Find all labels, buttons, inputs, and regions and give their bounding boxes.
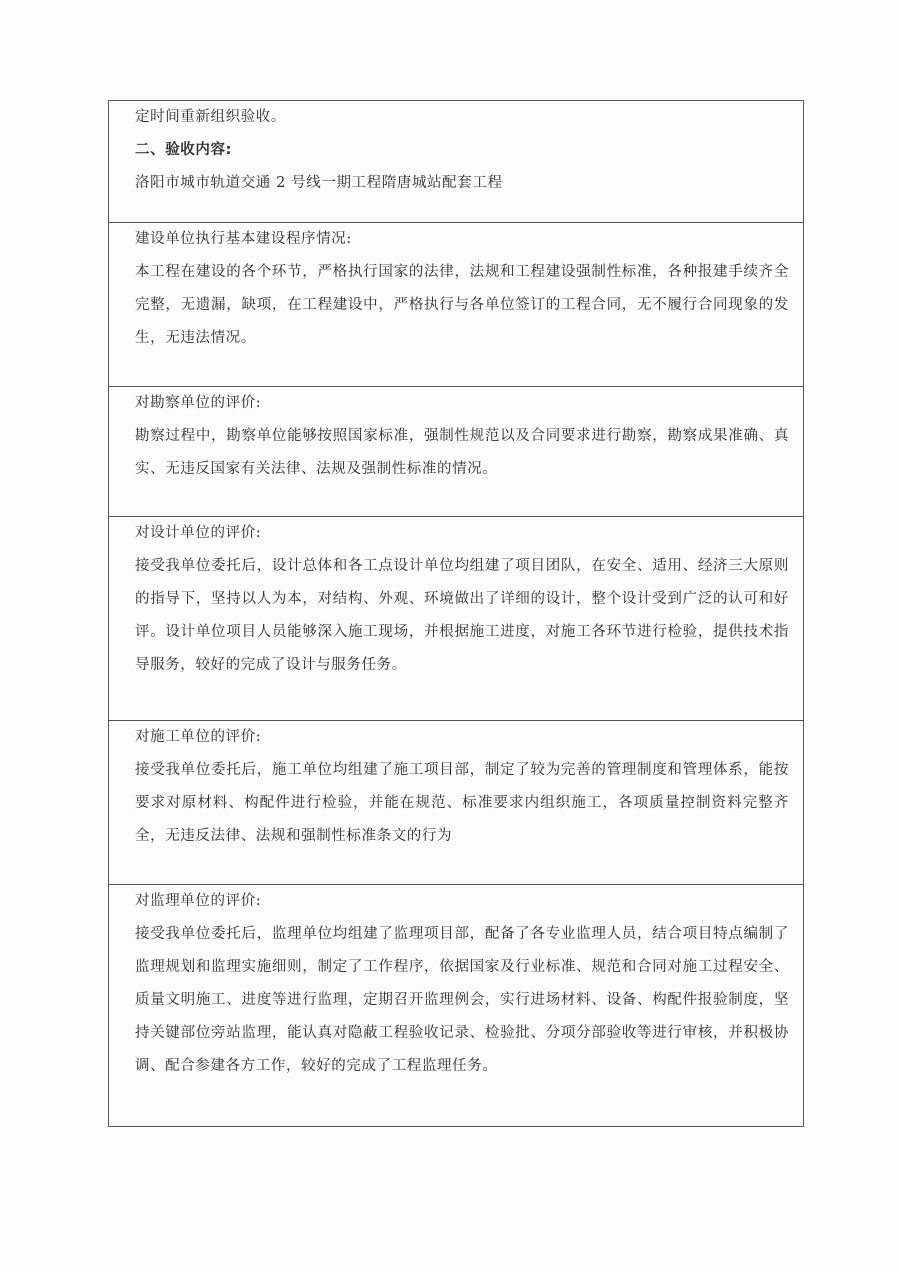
supervision-unit-text: 接受我单位委托后，监理单位均组建了监理项目部，配备了各专业监理人员，结合项目特点编制了监理规划和监理实施细则，制定了工作程序，依据国家及行业标准、规范和合同对施工过程安全、质量文明施工、进度等进行监理，定期召开监理例会，实行进场材料、设备、构配件报验制度，坚持关键部位旁站监理，能认真对隐蔽工程验收记录、检验批、分项分部验收等进行审核，并积极协调、配合参建各方工作，较好的完成了工程监理任务。 <box>135 926 789 1074</box>
design-unit-label: 对设计单位的评价: <box>135 525 262 541</box>
contractor-unit-section <box>109 721 803 885</box>
contractor-unit-label: 对施工单位的评价: <box>135 729 262 745</box>
supervision-unit-label: 对监理单位的评价: <box>135 893 262 909</box>
acceptance-content-heading: 二、验收内容: <box>135 142 232 158</box>
survey-unit-section <box>109 387 803 517</box>
construction-unit-text: 本工程在建设的各个环节，严格执行国家的法律，法规和工程建设强制性标准，各种报建手续齐全完整，无遗漏，缺项，在工程建设中，严格执行与各单位签订的工程合同，无不履行合同现象的发生，无违法情况。 <box>135 264 789 346</box>
supervision-unit-section <box>109 885 803 1126</box>
acceptance-form-table <box>108 100 804 1127</box>
previous-page-continuation: 定时间重新组织验收。 <box>135 109 286 125</box>
design-unit-section <box>109 517 803 721</box>
survey-unit-text: 勘察过程中，勘察单位能够按照国家标准，强制性规范以及合同要求进行勘察，勘察成果准确、真实、无违反国家有关法律、法规及强制性标准的情况。 <box>135 428 789 477</box>
construction-unit-section <box>109 223 803 387</box>
acceptance-content-section <box>109 101 803 223</box>
design-unit-text: 接受我单位委托后，设计总体和各工点设计单位均组建了项目团队，在安全、适用、经济三大原则的指导下，坚持以人为本，对结构、外观、环境做出了详细的设计，整个设计受到广泛的认可和好评。设计单位项目人员能够深入施工现场，并根据施工进度，对施工各环节进行检验，提供技术指导服务，较好的完成了设计与服务任务。 <box>135 558 789 673</box>
project-name: 洛阳市城市轨道交通 2 号线一期工程隋唐城站配套工程 <box>135 175 503 191</box>
construction-unit-label: 建设单位执行基本建设程序情况: <box>135 231 352 247</box>
contractor-unit-text: 接受我单位委托后，施工单位均组建了施工项目部，制定了较为完善的管理制度和管理体系，能按要求对原材料、构配件进行检验，并能在规范、标准要求内组织施工，各项质量控制资料完整齐全，无违反法律、法规和强制性标准条文的行为 <box>135 762 789 844</box>
survey-unit-label: 对勘察单位的评价: <box>135 395 262 411</box>
